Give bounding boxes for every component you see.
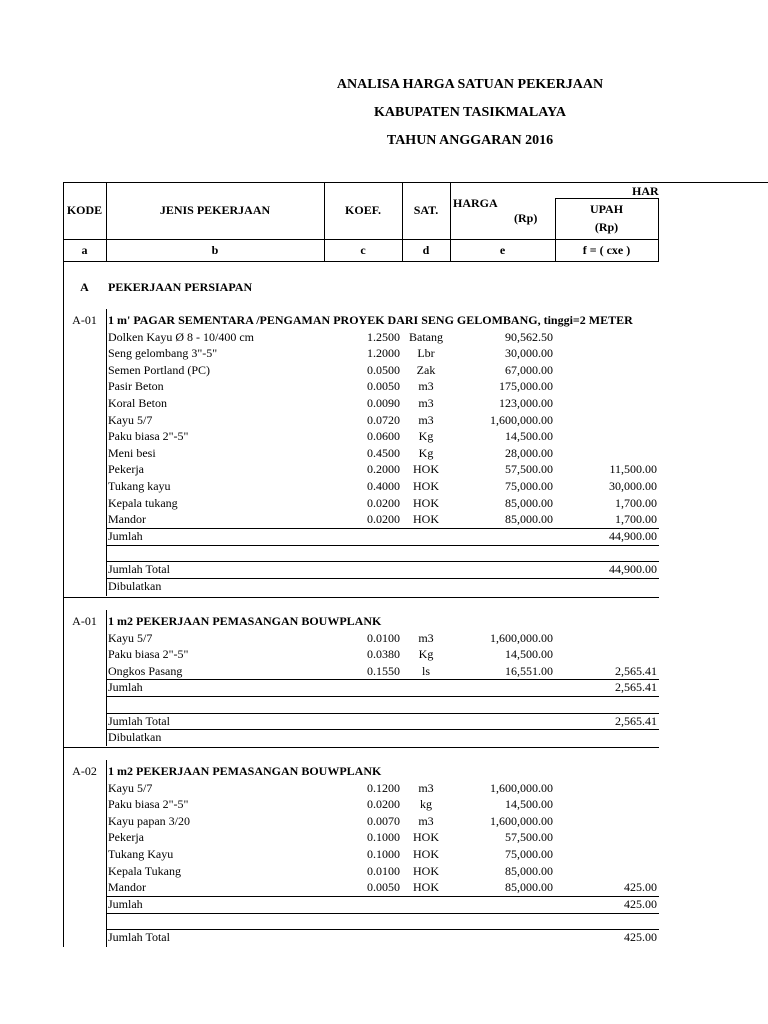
header-har: HAR bbox=[632, 184, 659, 198]
block-code: A-01 bbox=[72, 614, 97, 628]
item-koef: 0.0200 bbox=[367, 797, 400, 811]
item-harga: 57,500.00 bbox=[505, 462, 553, 476]
item-harga: 16,551.00 bbox=[505, 664, 553, 678]
item-name: Pekerja bbox=[108, 830, 144, 844]
jumlah-bottom-line bbox=[106, 545, 659, 546]
item-harga: 14,500.00 bbox=[505, 429, 553, 443]
item-koef: 1.2000 bbox=[367, 346, 400, 360]
dibulatkan-top-line bbox=[106, 578, 659, 579]
item-sat: Kg bbox=[418, 429, 434, 443]
item-koef: 0.0090 bbox=[367, 396, 400, 410]
item-harga: 57,500.00 bbox=[505, 830, 553, 844]
item-name: Paku biasa 2"-5" bbox=[108, 647, 189, 661]
item-harga: 123,000.00 bbox=[499, 396, 553, 410]
item-koef: 0.0600 bbox=[367, 429, 400, 443]
jumlah-total-value: 44,900.00 bbox=[609, 562, 657, 576]
item-harga: 90,562.50 bbox=[505, 330, 553, 344]
dibulatkan-label: Dibulatkan bbox=[108, 579, 162, 593]
item-harga: 85,000.00 bbox=[505, 512, 553, 526]
dibulatkan-top-line bbox=[106, 729, 659, 730]
jumlah-bottom-line bbox=[106, 913, 659, 914]
col-letter-f: f = ( cxe ) bbox=[582, 243, 631, 257]
block-title: 1 m2 PEKERJAAN PEMASANGAN BOUWPLANK bbox=[108, 614, 382, 628]
item-sat: m3 bbox=[418, 396, 434, 410]
table-left-border bbox=[63, 261, 64, 947]
jumlah-total-label: Jumlah Total bbox=[108, 930, 170, 944]
item-harga: 1,600,000.00 bbox=[490, 413, 553, 427]
item-name: Mandor bbox=[108, 880, 146, 894]
item-harga: 85,000.00 bbox=[505, 496, 553, 510]
item-sat: HOK bbox=[413, 847, 439, 861]
col-letter-d: d bbox=[422, 243, 430, 257]
item-name: Kayu 5/7 bbox=[108, 413, 153, 427]
item-name: Dolken Kayu Ø 8 - 10/400 cm bbox=[108, 330, 254, 344]
jumlah-label: Jumlah bbox=[108, 897, 143, 911]
item-name: Kepala Tukang bbox=[108, 864, 181, 878]
item-sat: m3 bbox=[418, 781, 434, 795]
item-harga: 75,000.00 bbox=[505, 479, 553, 493]
item-sat: m3 bbox=[418, 631, 434, 645]
item-koef: 0.4000 bbox=[367, 479, 400, 493]
item-sat: Kg bbox=[418, 446, 434, 460]
item-koef: 0.0070 bbox=[367, 814, 400, 828]
item-name: Tukang Kayu bbox=[108, 847, 174, 861]
item-upah: 30,000.00 bbox=[609, 479, 657, 493]
item-name: Meni besi bbox=[108, 446, 156, 460]
item-name: Koral Beton bbox=[108, 396, 167, 410]
block-title: 1 m' PAGAR SEMENTARA /PENGAMAN PROYEK DARI SENG GELOMBANG, tinggi=2 METER bbox=[108, 313, 633, 327]
jumlah-label: Jumlah bbox=[108, 529, 143, 543]
item-sat: HOK bbox=[413, 864, 439, 878]
item-sat: m3 bbox=[418, 413, 434, 427]
item-koef: 0.0200 bbox=[367, 496, 400, 510]
item-koef: 0.1200 bbox=[367, 781, 400, 795]
title-line-3: TAHUN ANGGARAN 2016 bbox=[386, 133, 554, 148]
item-sat: HOK bbox=[413, 479, 439, 493]
item-name: Seng gelombang 3"-5" bbox=[108, 346, 218, 360]
item-sat: m3 bbox=[418, 379, 434, 393]
item-name: Kepala tukang bbox=[108, 496, 178, 510]
item-koef: 0.0200 bbox=[367, 512, 400, 526]
item-harga: 85,000.00 bbox=[505, 880, 553, 894]
col-letter-c: c bbox=[360, 243, 366, 257]
header-harga: HARGA bbox=[453, 196, 498, 210]
jumlah-total-value: 425.00 bbox=[624, 930, 657, 944]
item-upah: 2,565.41 bbox=[615, 664, 657, 678]
item-koef: 0.1550 bbox=[367, 664, 400, 678]
dibulatkan-label: Dibulatkan bbox=[108, 730, 162, 744]
item-sat: m3 bbox=[418, 814, 434, 828]
item-sat: HOK bbox=[413, 830, 439, 844]
jumlah-bottom-line bbox=[106, 696, 659, 697]
item-sat: ls bbox=[421, 664, 430, 678]
header-jenis: JENIS PEKERJAAN bbox=[159, 203, 271, 217]
section-code: A bbox=[80, 280, 89, 294]
block-separator bbox=[63, 747, 659, 748]
item-sat: HOK bbox=[413, 496, 439, 510]
item-harga: 1,600,000.00 bbox=[490, 814, 553, 828]
item-koef: 0.0100 bbox=[367, 864, 400, 878]
item-koef: 0.1000 bbox=[367, 847, 400, 861]
block-code: A-02 bbox=[72, 764, 97, 778]
col-letter-b: b bbox=[211, 243, 219, 257]
item-name: Pasir Beton bbox=[108, 379, 164, 393]
item-name: Ongkos Pasang bbox=[108, 664, 183, 678]
item-sat: HOK bbox=[413, 512, 439, 526]
item-koef: 0.0380 bbox=[367, 647, 400, 661]
item-name: Pekerja bbox=[108, 462, 144, 476]
item-harga: 1,600,000.00 bbox=[490, 781, 553, 795]
item-sat: HOK bbox=[413, 880, 439, 894]
col-letter-a: a bbox=[81, 243, 88, 257]
item-name: Kayu papan 3/20 bbox=[108, 814, 190, 828]
item-upah: 425.00 bbox=[624, 880, 657, 894]
item-koef: 0.0720 bbox=[367, 413, 400, 427]
item-sat: Zak bbox=[416, 363, 436, 377]
item-name: Paku biasa 2"-5" bbox=[108, 429, 189, 443]
item-harga: 85,000.00 bbox=[505, 864, 553, 878]
item-upah: 1,700.00 bbox=[615, 496, 657, 510]
block-left-border bbox=[106, 610, 107, 746]
item-koef: 0.2000 bbox=[367, 462, 400, 476]
title-line-1: ANALISA HARGA SATUAN PEKERJAAN bbox=[336, 77, 604, 92]
item-koef: 0.0050 bbox=[367, 379, 400, 393]
item-koef: 0.1000 bbox=[367, 830, 400, 844]
item-harga: 75,000.00 bbox=[505, 847, 553, 861]
title-line-2: KABUPATEN TASIKMALAYA bbox=[373, 105, 567, 120]
jumlah-total-label: Jumlah Total bbox=[108, 562, 170, 576]
item-sat: HOK bbox=[413, 462, 439, 476]
header-upah-rp: (Rp) bbox=[594, 220, 619, 234]
item-upah: 11,500.00 bbox=[609, 462, 657, 476]
jumlah-total-value: 2,565.41 bbox=[615, 714, 657, 728]
header-upah: UPAH bbox=[589, 202, 624, 216]
item-name: Kayu 5/7 bbox=[108, 781, 153, 795]
item-sat: Batang bbox=[409, 330, 443, 344]
header-koef: KOEF. bbox=[345, 203, 381, 217]
item-harga: 67,000.00 bbox=[505, 363, 553, 377]
item-upah: 1,700.00 bbox=[615, 512, 657, 526]
col-letter-e: e bbox=[499, 243, 506, 257]
jumlah-label: Jumlah bbox=[108, 680, 143, 694]
block-left-border bbox=[106, 760, 107, 947]
header-kode: KODE bbox=[66, 203, 103, 217]
item-name: Paku biasa 2"-5" bbox=[108, 797, 189, 811]
item-sat: Kg bbox=[418, 647, 434, 661]
item-koef: 1.2500 bbox=[367, 330, 400, 344]
item-sat: kg bbox=[420, 797, 432, 811]
item-name: Semen Portland (PC) bbox=[108, 363, 210, 377]
item-koef: 0.0500 bbox=[367, 363, 400, 377]
block-code: A-01 bbox=[72, 313, 97, 327]
item-koef: 0.4500 bbox=[367, 446, 400, 460]
jumlah-value: 44,900.00 bbox=[609, 529, 657, 543]
jumlah-value: 2,565.41 bbox=[615, 680, 657, 694]
item-harga: 175,000.00 bbox=[499, 379, 553, 393]
item-harga: 14,500.00 bbox=[505, 797, 553, 811]
item-harga: 28,000.00 bbox=[505, 446, 553, 460]
jumlah-value: 425.00 bbox=[624, 897, 657, 911]
jumlah-total-label: Jumlah Total bbox=[108, 714, 170, 728]
item-koef: 0.0050 bbox=[367, 880, 400, 894]
header-sat: SAT. bbox=[413, 203, 439, 217]
item-harga: 30,000.00 bbox=[505, 346, 553, 360]
item-koef: 0.0100 bbox=[367, 631, 400, 645]
item-name: Mandor bbox=[108, 512, 146, 526]
item-harga: 14,500.00 bbox=[505, 647, 553, 661]
item-name: Kayu 5/7 bbox=[108, 631, 153, 645]
item-name: Tukang kayu bbox=[108, 479, 171, 493]
section-title: PEKERJAAN PERSIAPAN bbox=[108, 280, 253, 294]
block-left-border bbox=[106, 309, 107, 596]
item-sat: Lbr bbox=[417, 346, 435, 360]
block-separator bbox=[63, 597, 659, 598]
item-harga: 1,600,000.00 bbox=[490, 631, 553, 645]
block-title: 1 m2 PEKERJAAN PEMASANGAN BOUWPLANK bbox=[108, 764, 382, 778]
header-harga-rp: (Rp) bbox=[514, 211, 538, 225]
